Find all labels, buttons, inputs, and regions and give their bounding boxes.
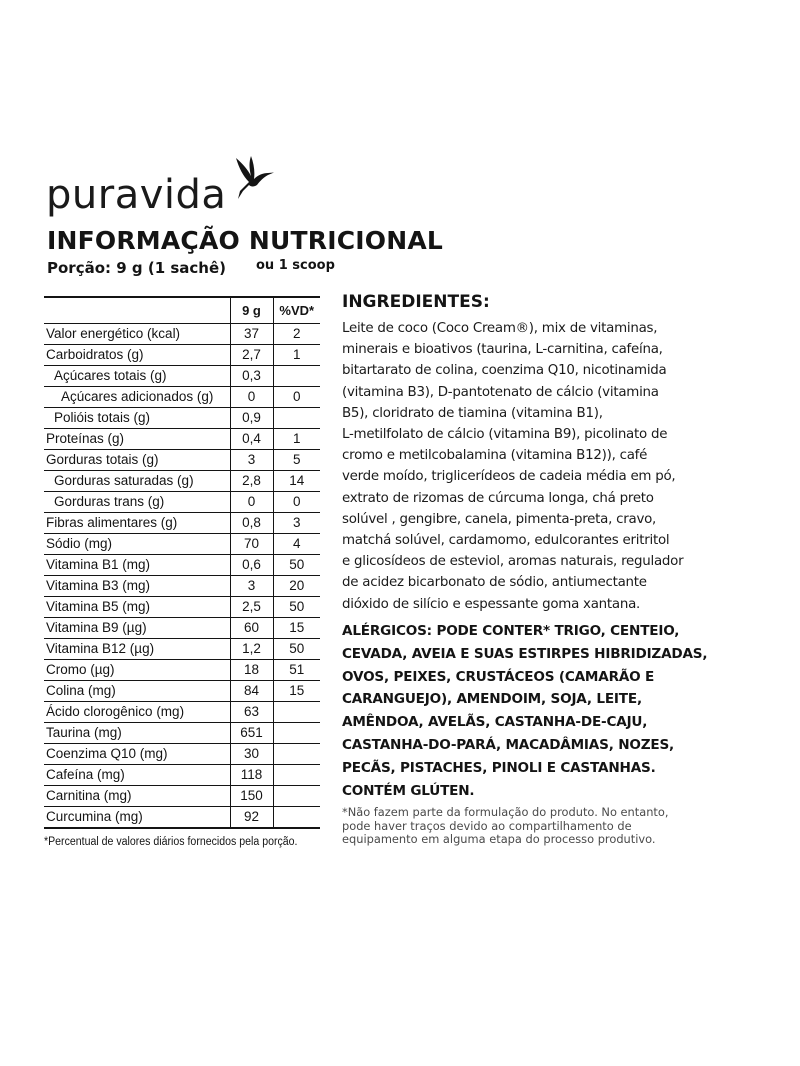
portion-label: Porção: 9 g (1 sachê)	[47, 259, 227, 277]
ingredients-line: dióxido de silício e espessante goma xantana.	[342, 596, 641, 612]
nutrient-name: Colina (mg)	[46, 683, 116, 698]
nutrition-table-body	[44, 324, 320, 829]
ingredients-line: extrato de rizomas de cúrcuma longa, chá preto	[342, 490, 654, 506]
nutrient-name: Valor energético (kcal)	[46, 326, 181, 341]
nutrient-name: Coenzima Q10 (mg)	[46, 746, 168, 761]
ingredients-line: solúvel , gengibre, canela, pimenta-preta, cravo,	[342, 511, 657, 527]
brand-logo	[46, 154, 286, 224]
nutrient-value: 0,6	[230, 555, 273, 576]
nutrient-name: Vitamina B3 (mg)	[46, 578, 151, 593]
table-row	[44, 639, 320, 660]
ingredients-title: INGREDIENTES:	[342, 292, 490, 312]
ingredients-line: verde moído, triglicerídeos de cadeia média em pó,	[342, 469, 676, 485]
nutrient-value: 2,8	[230, 471, 273, 492]
nutrient-value: 30	[230, 744, 273, 765]
hummingbird-icon	[227, 154, 275, 200]
table-row	[44, 429, 320, 450]
table-row	[44, 513, 320, 534]
nutrient-value: 37	[230, 324, 273, 345]
nutrient-vd: 4	[273, 534, 320, 555]
table-row	[44, 324, 320, 345]
allergens-line: CEVADA, AVEIA E SUAS ESTIRPES HIBRIDIZADAS,	[342, 645, 708, 662]
allergens-line: AMÊNDOA, AVELÃS, CASTANHA-DE-CAJU,	[342, 714, 648, 731]
table-row	[44, 681, 320, 702]
allergens-line: CASTANHA-DO-PARÁ, MACADÂMIAS, NOZES,	[342, 736, 675, 753]
allergens-line: ALÉRGICOS: PODE CONTER* TRIGO, CENTEIO,	[342, 623, 680, 639]
table-row	[44, 744, 320, 765]
nutrient-vd: 50	[273, 639, 320, 660]
disclaimer-line: pode haver traços devido ao compartilhamento de	[342, 818, 632, 833]
nutrient-value: 84	[230, 681, 273, 702]
allergens-line: CONTÉM GLÚTEN.	[342, 782, 475, 799]
nutrient-value: 0	[230, 492, 273, 513]
nutrient-vd: 3	[273, 513, 320, 534]
disclaimer-line: equipamento em alguma etapa do processo produtivo.	[342, 832, 656, 846]
ingredients-line: (vitamina B3), D-pantotenato de cálcio (vitamina	[342, 384, 659, 400]
nutrient-vd	[273, 702, 320, 723]
nutrient-vd: 50	[273, 555, 320, 576]
ingredients-line: e glicosídeos de esteviol, aromas naturais, regulador	[342, 554, 684, 570]
nutrient-vd	[273, 723, 320, 744]
ingredients-line: cromo e metilcobalamina (vitamina B12)), café	[342, 448, 648, 464]
table-row	[44, 576, 320, 597]
nutrient-value: 18	[230, 660, 273, 681]
header-vd: %VD*	[273, 297, 320, 324]
nutrient-name: Ácido clorogênico (mg)	[46, 704, 185, 719]
nutrient-vd: 2	[273, 324, 320, 345]
nutrient-vd: 5	[273, 450, 320, 471]
ingredients-line: B5), cloridrato de tiamina (vitamina B1),	[342, 405, 603, 421]
table-row	[44, 387, 320, 408]
table-row	[44, 450, 320, 471]
nutrient-name: Vitamina B1 (mg)	[46, 557, 151, 572]
nutrient-vd	[273, 366, 320, 387]
table-row	[44, 492, 320, 513]
nutrient-name: Curcumina (mg)	[46, 809, 143, 824]
page-title: INFORMAÇÃO NUTRICIONAL	[47, 226, 444, 255]
allergens-line: CARANGUEJO), AMENDOIM, SOJA, LEITE,	[342, 691, 642, 708]
ingredients-line: Leite de coco (Coco Cream®), mix de vitaminas,	[342, 321, 658, 336]
nutrient-value: 70	[230, 534, 273, 555]
table-row	[44, 597, 320, 618]
nutrient-name: Vitamina B5 (mg)	[46, 599, 151, 614]
nutrient-vd: 1	[273, 345, 320, 366]
nutrient-vd: 0	[273, 387, 320, 408]
nutrient-vd	[273, 786, 320, 807]
nutrient-value: 0,8	[230, 513, 273, 534]
nutrient-value: 2,5	[230, 597, 273, 618]
nutrition-table	[44, 296, 320, 829]
nutrient-name: Açúcares totais (g)	[54, 368, 167, 383]
nutrient-value: 118	[230, 765, 273, 786]
ingredients-text	[342, 318, 722, 615]
nutrient-name: Cromo (µg)	[46, 662, 115, 677]
nutrient-vd: 51	[273, 660, 320, 681]
table-row	[44, 786, 320, 807]
nutrient-value: 0,9	[230, 408, 273, 429]
nutrition-table-header	[44, 297, 320, 324]
nutrient-value: 0,4	[230, 429, 273, 450]
nutrient-vd: 20	[273, 576, 320, 597]
table-row	[44, 555, 320, 576]
disclaimer-line: *Não fazem parte da formulação do produto. No entanto,	[342, 805, 669, 819]
nutrient-name: Gorduras saturadas (g)	[54, 473, 194, 488]
disclaimer-text	[342, 806, 669, 847]
table-row	[44, 765, 320, 786]
nutrient-name: Vitamina B9 (µg)	[46, 620, 147, 635]
nutrient-value: 2,7	[230, 345, 273, 366]
nutrient-value: 0	[230, 387, 273, 408]
nutrient-name: Taurina (mg)	[46, 725, 122, 740]
nutrient-vd	[273, 765, 320, 786]
ingredients-line: minerais e bioativos (taurina, L-carnitina, cafeína,	[342, 342, 663, 358]
nutrient-value: 63	[230, 702, 273, 723]
nutrient-value: 60	[230, 618, 273, 639]
header-nutrient	[44, 297, 230, 324]
nutrient-vd: 1	[273, 429, 320, 450]
nutrient-vd: 15	[273, 618, 320, 639]
table-footnote: *Percentual de valores diários fornecidos pela porção.	[44, 836, 298, 848]
nutrient-name: Carboidratos (g)	[46, 347, 144, 362]
table-row	[44, 471, 320, 492]
nutrient-value: 0,3	[230, 366, 273, 387]
table-row	[44, 408, 320, 429]
nutrient-vd	[273, 807, 320, 829]
allergens-text	[342, 620, 707, 802]
brand-name: puravida	[46, 172, 227, 218]
table-row	[44, 807, 320, 829]
nutrient-name: Gorduras trans (g)	[54, 494, 165, 509]
nutrient-name: Gorduras totais (g)	[46, 452, 159, 467]
nutrient-name: Polióis totais (g)	[54, 410, 151, 425]
nutrient-vd	[273, 744, 320, 765]
table-row	[44, 723, 320, 744]
ingredients-line: de acidez bicarbonato de sódio, antiumectante	[342, 575, 647, 591]
nutrient-vd	[273, 408, 320, 429]
nutrient-value: 150	[230, 786, 273, 807]
table-row	[44, 702, 320, 723]
nutrient-value: 3	[230, 450, 273, 471]
table-row	[44, 366, 320, 387]
allergens-line: PECÃS, PISTACHES, PINOLI E CASTANHAS.	[342, 759, 656, 776]
ingredients-line: matchá solúvel, cardamomo, edulcorantes eritritol	[342, 533, 670, 549]
nutrient-name: Fibras alimentares (g)	[46, 515, 178, 530]
nutrient-value: 3	[230, 576, 273, 597]
nutrient-vd: 14	[273, 471, 320, 492]
ingredients-line: L-metilfolato de cálcio (vitamina B9), picolinato de	[342, 427, 668, 443]
nutrient-name: Sódio (mg)	[46, 536, 113, 551]
ingredients-line: bitartarato de colina, coenzima Q10, nicotinamida	[342, 363, 667, 379]
table-row	[44, 345, 320, 366]
nutrient-name: Carnitina (mg)	[46, 788, 132, 803]
portion-alt-label: ou 1 scoop	[256, 258, 335, 273]
nutrient-name: Vitamina B12 (µg)	[46, 641, 155, 656]
nutrient-value: 1,2	[230, 639, 273, 660]
nutrient-value: 651	[230, 723, 273, 744]
allergens-line: OVOS, PEIXES, CRUSTÁCEOS (CAMARÃO E	[342, 668, 655, 685]
nutrient-vd: 0	[273, 492, 320, 513]
nutrient-name: Proteínas (g)	[46, 431, 125, 446]
nutrient-vd: 15	[273, 681, 320, 702]
table-row	[44, 660, 320, 681]
nutrient-name: Açúcares adicionados (g)	[61, 389, 214, 404]
table-row	[44, 618, 320, 639]
nutrient-value: 92	[230, 807, 273, 829]
table-row	[44, 534, 320, 555]
nutrient-name: Cafeína (mg)	[46, 767, 125, 782]
nutrient-vd: 50	[273, 597, 320, 618]
header-portion: 9 g	[230, 297, 273, 324]
